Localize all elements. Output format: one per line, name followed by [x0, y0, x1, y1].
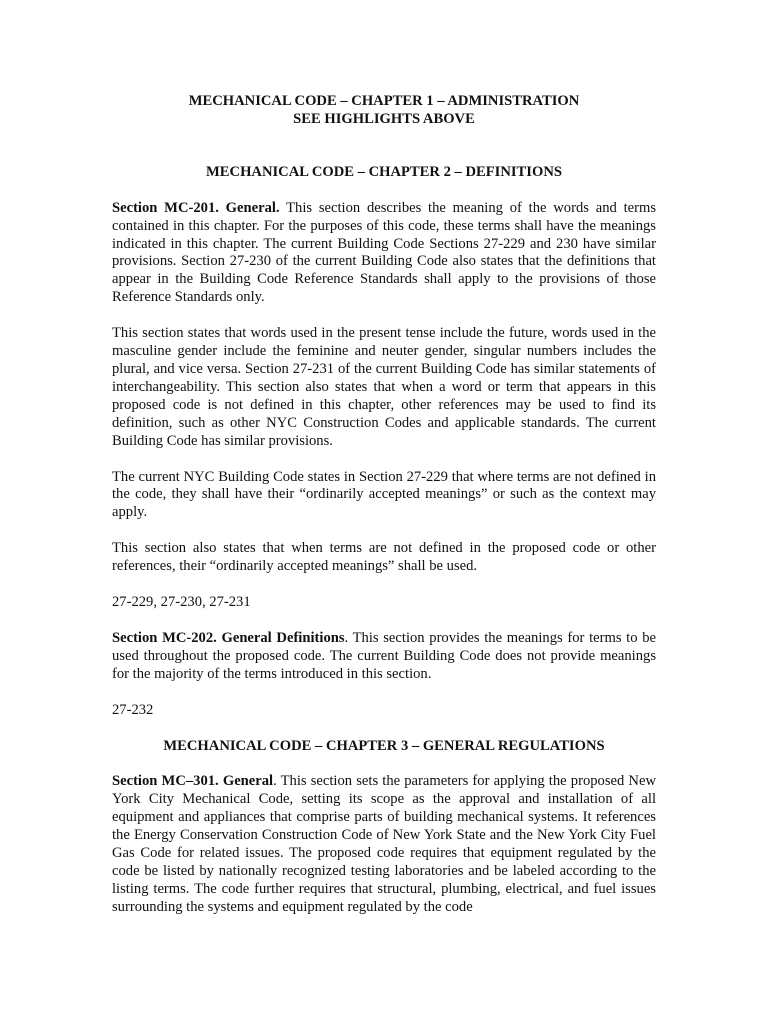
chapter-3-title: MECHANICAL CODE – CHAPTER 3 – GENERAL REGULATIONS: [163, 737, 605, 754]
chapter-1-title: MECHANICAL CODE – CHAPTER 1 – ADMINISTRATION: [188, 93, 580, 109]
chapter-1-subtitle: SEE HIGHLIGHTS ABOVE: [293, 110, 475, 127]
section-mc-202-text: . This section provides the meanings for terms to be used throughout the proposed code. The current Building Code does not provide meanings for the majority of the terms introduced in this section.: [112, 629, 656, 682]
section-mc-301-text: . This section sets the parameters for applying the proposed New York City Mechanical Code, setting its scope as the approval and installation of all equipment and appliances that comprise parts of building mechanical systems. It references the Energy Conservation Construction Code of New York State and the New York City Fuel Gas Code for related issues. The proposed code requires that equipment regulated by the code be listed by nationally recognized testing laboratories and be labeled according to the listing terms. The code further requires that structural, plumbing, electrical, and fuel issues surrounding the systems and equipment regulated by the code: [112, 773, 656, 915]
chapter-2-heading: [112, 164, 656, 182]
code-reference-1: 27-229, 27-230, 27-231: [112, 594, 251, 611]
document-body: [112, 93, 656, 917]
chapter-2-title: MECHANICAL CODE – CHAPTER 2 – DEFINITIONS: [206, 163, 562, 180]
ordinary-meaning-paragraph: The current NYC Building Code states in Section 27-229 that where terms are not defined in the code, they shall have their “ordinarily accepted meanings” or such as the context may apply.: [112, 468, 656, 521]
undefined-terms-paragraph: This section also states that when terms are not defined in the proposed code or other references, their “ordinarily accepted meanings” shall be used.: [112, 540, 656, 575]
code-reference-2: 27-232: [112, 701, 154, 718]
section-mc-301-label: Section MC–301. General: [112, 773, 274, 790]
section-mc-201-label: Section MC-201. General.: [112, 199, 280, 216]
chapter-1-heading: [112, 93, 656, 129]
section-mc-202-paragraph: [112, 630, 656, 684]
section-mc-201-paragraph: [112, 200, 656, 307]
section-mc-301-paragraph: [112, 773, 656, 916]
tense-gender-paragraph: This section states that words used in the present tense include the future, words used in the masculine gender include the feminine and neuter gender, singular numbers includes the plural, and vice versa. Section 27-231 of the current Building Code has similar statements of interchangeability. This section also states that when a word or term that appears in this proposed code is not defined in this chapter, other references may be used to find its definition, such as other NYC Construction Codes and applicable standards. The current Building Code has similar provisions.: [112, 325, 656, 449]
chapter-3-heading: [112, 738, 656, 756]
section-mc-201-text: This section describes the meaning of the words and terms contained in this chapter. For the purposes of this code, these terms shall have the meanings indicated in this chapter. The current Building Code Sections 27-229 and 230 have similar provisions. Section 27-230 of the current Building Code also states that the definitions that appear in the Building Code Reference Standards shall apply to the provisions of those Reference Standards only.: [112, 199, 656, 306]
section-mc-202-label: Section MC-202. General Definitions: [112, 629, 345, 646]
